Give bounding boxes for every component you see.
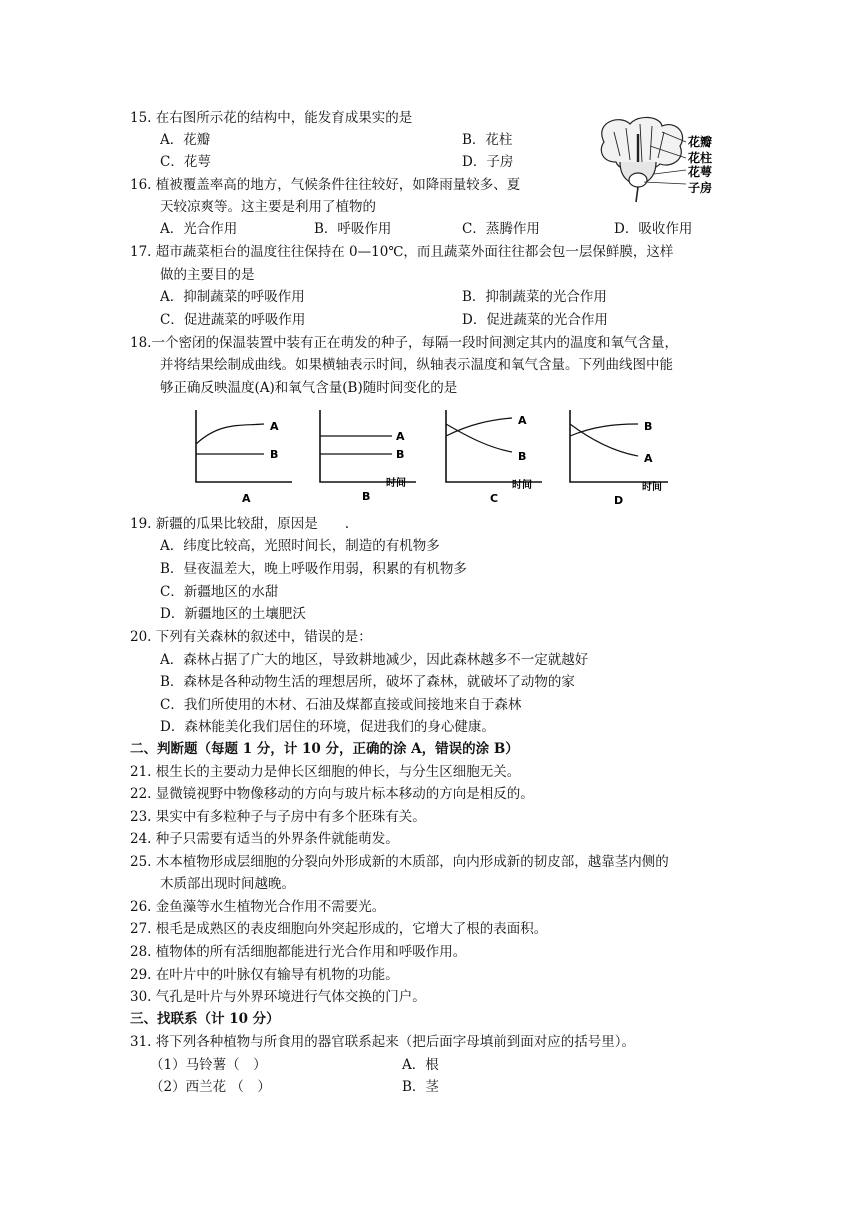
- q17-option-a: A．抑制蔬菜的呼吸作用: [160, 289, 305, 305]
- q15-stem: 15. 在右图所示花的结构中，能发育成果实的是: [130, 110, 413, 126]
- q30-statement: 30. 气孔是叶片与外界环境进行气体交换的门户。: [130, 989, 426, 1005]
- q16-stem-line2: 天较凉爽等。这主要是利用了植物的: [160, 199, 376, 215]
- q19-option-a: A．纬度比较高，光照时间长，制造的有机物多: [160, 538, 440, 554]
- q26-statement: 26. 金鱼藻等水生植物光合作用不需要光。: [130, 899, 386, 915]
- q18-graph-b-series-b: B: [396, 448, 405, 461]
- section3-title: 三、找联系（计 10 分）: [130, 1011, 280, 1027]
- q18-stem-line1: 18.一个密闭的保温装置中装有正在萌发的种子，每隔一段时间测定其内的温度和氧气含量，: [130, 335, 678, 351]
- flower-structure-figure: [590, 112, 720, 204]
- q18-graph-d-xlabel: 时间: [642, 482, 662, 493]
- q22-statement: 22. 显微镜视野中物像移动的方向与玻片标本移动的方向是相反的。: [130, 786, 534, 802]
- q16-option-a: A．光合作用: [160, 221, 238, 237]
- q17-option-c: C．促进蔬菜的呼吸作用: [160, 312, 306, 328]
- q31-option-b: B．茎: [402, 1079, 439, 1095]
- q18-graph-a-series-b: B: [270, 448, 279, 461]
- q20-option-b: B．森林是各种动物生活的理想居所，破坏了森林，就破坏了动物的家: [160, 674, 575, 690]
- q28-statement: 28. 植物体的所有活细胞都能进行光合作用和呼吸作用。: [130, 944, 467, 960]
- q15-option-d: D．子房: [462, 154, 514, 170]
- q20-option-c: C．我们所使用的木材、石油及煤都直接或间接地来自于森林: [160, 697, 522, 713]
- q24-statement: 24. 种子只需要有适当的外界条件就能萌发。: [130, 831, 399, 847]
- q18-stem-line2: 并将结果绘制成曲线。如果横轴表示时间，纵轴表示温度和氧气含量。下列曲线图中能: [160, 357, 673, 373]
- q18-graph-a-series-a: A: [270, 420, 279, 433]
- q18-graph-d: [570, 410, 668, 482]
- q25-statement-line1: 25. 木本植物形成层细胞的分裂向外形成新的木质部，向内形成新的韧皮部，越靠茎内侧的: [130, 854, 669, 870]
- q31-option-a: A．根: [402, 1057, 439, 1073]
- q19-stem: 19. 新疆的瓜果比较甜，原因是 .: [130, 516, 350, 532]
- flower-label-ovary: 子房: [688, 181, 713, 195]
- q18-graph-b-series-a: A: [396, 430, 405, 443]
- q18-graph-b-option: B: [362, 490, 371, 503]
- flower-label-petal: 花瓣: [688, 135, 713, 149]
- q18-graph-d-series-b: B: [644, 420, 653, 433]
- q16-option-b: B．呼吸作用: [314, 221, 392, 237]
- q19-option-c: C．新疆地区的水甜: [160, 584, 279, 600]
- q18-graph-c-series-a: A: [518, 414, 527, 427]
- q23-statement: 23. 果实中有多粒种子与子房中有多个胚珠有关。: [130, 809, 426, 825]
- q18-graph-d-series-a: A: [644, 452, 653, 465]
- q31-item-1: （1）马铃薯（ ）: [150, 1057, 267, 1073]
- flower-drawing: [601, 117, 686, 202]
- q17-stem-line1: 17. 超市蔬菜柜台的温度往往保持在 0—10℃，而且蔬菜外面往往都会包一层保鲜膜，这样: [130, 244, 674, 260]
- q17-option-b: B．抑制蔬菜的光合作用: [462, 289, 607, 305]
- q18-graph-b-xlabel: 时间: [386, 478, 406, 489]
- q17-stem-line2: 做的主要目的是: [160, 267, 255, 283]
- q16-option-c: C．蒸腾作用: [462, 221, 540, 237]
- q16-option-d: D．吸收作用: [614, 221, 693, 237]
- q18-graphs: [180, 402, 700, 512]
- q18-graph-d-option: D: [614, 494, 624, 507]
- q16-stem-line1: 16. 植被覆盖率高的地方，气候条件往往较好，如降雨量较多、夏: [130, 177, 521, 193]
- q19-option-b: B．昼夜温差大，晚上呼吸作用弱，积累的有机物多: [160, 561, 467, 577]
- section2-title: 二、判断题（每题 1 分，计 10 分，正确的涂 A，错误的涂 B）: [130, 741, 519, 757]
- q17-option-d: D．促进蔬菜的光合作用: [462, 312, 608, 328]
- q20-stem: 20. 下列有关森林的叙述中，错误的是：: [130, 629, 372, 645]
- q21-statement: 21. 根生长的主要动力是伸长区细胞的伸长，与分生区细胞无关。: [130, 764, 521, 780]
- q15-option-b: B．花柱: [462, 132, 513, 148]
- q18-stem-line3: 够正确反映温度(A)和氧气含量(B)随时间变化的是: [160, 380, 458, 396]
- q31-item-2: （2）西兰花 （ ）: [150, 1079, 271, 1095]
- q18-graph-c: [446, 410, 542, 482]
- q15-option-c: C．花萼: [160, 154, 211, 170]
- q31-stem: 31. 将下列各种植物与所食用的器官联系起来（把后面字母填前到面对应的括号里）。: [130, 1034, 636, 1050]
- flower-label-sepal: 花萼: [688, 165, 713, 179]
- q20-option-a: A．森林占据了广大的地区，导致耕地减少，因此森林越多不一定就越好: [160, 652, 589, 668]
- q18-graph-c-option: C: [490, 492, 499, 505]
- flower-label-style: 花柱: [688, 151, 713, 165]
- q18-graph-a-option: A: [242, 492, 251, 505]
- q18-graph-b: [320, 410, 416, 482]
- q25-statement-line2: 木质部出现时间越晚。: [160, 876, 295, 892]
- q20-option-d: D．森林能美化我们居住的环境，促进我们的身心健康。: [160, 719, 495, 735]
- q18-graph-c-xlabel: 时间: [512, 480, 532, 491]
- q27-statement: 27. 根毛是成熟区的表皮细胞向外突起形成的，它增大了根的表面积。: [130, 921, 548, 937]
- q15-option-a: A．花瓣: [160, 132, 211, 148]
- q18-graph-c-series-b: B: [518, 450, 527, 463]
- q29-statement: 29. 在叶片中的叶脉仅有输导有机物的功能。: [130, 967, 399, 983]
- q19-option-d: D．新疆地区的土壤肥沃: [160, 606, 306, 622]
